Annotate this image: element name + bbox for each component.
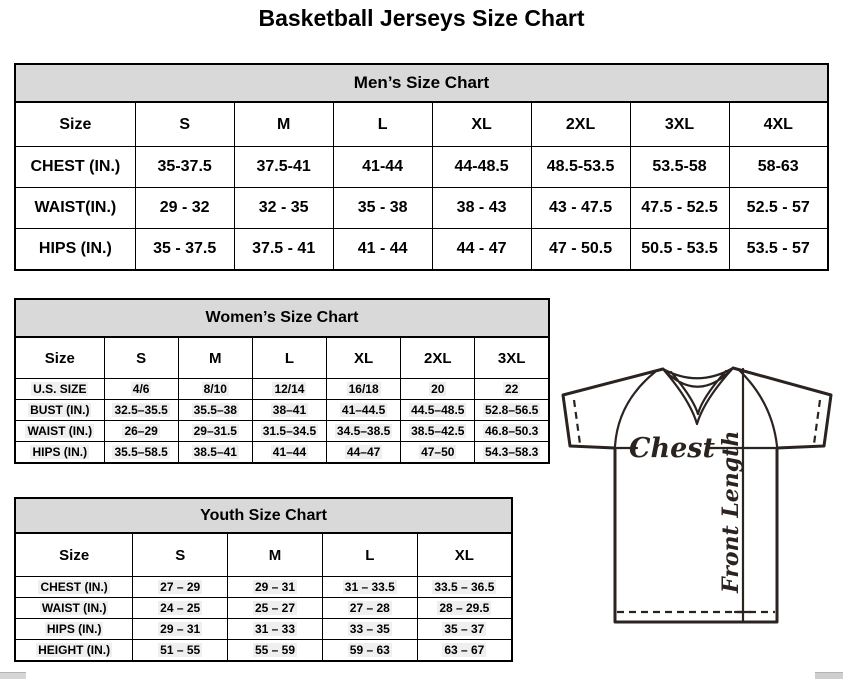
size-value-cell bbox=[178, 421, 252, 442]
jersey-collar bbox=[663, 368, 733, 424]
highlighted-text: U.S. SIZE bbox=[33, 382, 87, 396]
size-value-cell: 53.5-58 bbox=[630, 147, 729, 188]
page-title: Basketball Jerseys Size Chart bbox=[258, 5, 585, 31]
size-value-cell: 50.5 - 53.5 bbox=[630, 229, 729, 271]
chest-label: Chest bbox=[629, 433, 715, 464]
size-value-cell bbox=[252, 400, 326, 421]
highlighted-text: 28 – 29.5 bbox=[439, 601, 490, 615]
size-value-cell bbox=[401, 379, 475, 400]
table-row bbox=[15, 640, 512, 662]
highlighted-text: 55 – 59 bbox=[254, 643, 296, 657]
youth-chart-title: Youth Size Chart bbox=[14, 497, 513, 532]
highlighted-text: 31.5–34.5 bbox=[262, 424, 317, 438]
highlighted-text: 26–29 bbox=[124, 424, 158, 438]
row-label bbox=[15, 421, 104, 442]
size-value-cell: 35 - 37.5 bbox=[135, 229, 234, 271]
size-value-cell bbox=[327, 442, 401, 464]
size-value-cell bbox=[228, 577, 323, 598]
highlighted-text: 33.5 – 36.5 bbox=[434, 580, 495, 594]
table-row bbox=[15, 229, 828, 271]
highlighted-text: 54.3–58.3 bbox=[484, 445, 539, 459]
highlighted-text: 20 bbox=[431, 382, 445, 396]
column-header: 4XL bbox=[729, 102, 828, 147]
column-header: 2XL bbox=[531, 102, 630, 147]
highlighted-text: 12/14 bbox=[274, 382, 305, 396]
highlighted-text: 44.5–48.5 bbox=[411, 403, 465, 417]
size-value-cell: 35 - 38 bbox=[333, 188, 432, 229]
highlighted-text: HIPS (IN.) bbox=[32, 445, 88, 459]
size-value-cell: 37.5 - 41 bbox=[234, 229, 333, 271]
size-value-cell bbox=[401, 442, 475, 464]
highlighted-text: WAIST (IN.) bbox=[27, 424, 93, 438]
highlighted-text: BUST (IN.) bbox=[30, 403, 90, 417]
size-value-cell bbox=[475, 400, 549, 421]
column-header: L bbox=[322, 533, 417, 577]
size-header-row bbox=[15, 337, 549, 379]
row-label bbox=[15, 640, 133, 662]
highlighted-text: 4/6 bbox=[132, 382, 150, 396]
highlighted-text: 44–47 bbox=[346, 445, 381, 459]
size-value-cell bbox=[228, 640, 323, 662]
size-value-cell: 44 - 47 bbox=[432, 229, 531, 271]
highlighted-text: 38–41 bbox=[272, 403, 307, 417]
table-row bbox=[15, 379, 549, 400]
highlighted-text: 22 bbox=[504, 382, 519, 396]
table-row bbox=[15, 421, 549, 442]
size-value-cell bbox=[327, 400, 401, 421]
size-value-cell: 32 - 35 bbox=[234, 188, 333, 229]
size-value-cell: 47 - 50.5 bbox=[531, 229, 630, 271]
size-value-cell: 35-37.5 bbox=[135, 147, 234, 188]
size-header-row bbox=[15, 533, 512, 577]
size-value-cell bbox=[133, 598, 228, 619]
highlighted-text: 34.5–38.5 bbox=[336, 424, 391, 438]
size-value-cell bbox=[322, 598, 417, 619]
highlighted-text: 29 – 31 bbox=[160, 622, 201, 636]
column-header: M bbox=[228, 533, 323, 577]
mens-size-chart-section bbox=[14, 63, 829, 271]
scrollbar-fragment-left[interactable] bbox=[0, 672, 26, 679]
row-label bbox=[15, 379, 104, 400]
row-label: HIPS (IN.) bbox=[15, 229, 135, 271]
highlighted-text: 31 – 33 bbox=[254, 622, 296, 636]
row-label: WAIST(IN.) bbox=[15, 188, 135, 229]
womens-size-chart-section bbox=[14, 298, 550, 464]
row-label bbox=[15, 577, 133, 598]
size-value-cell bbox=[104, 400, 178, 421]
highlighted-text: 52.8–56.5 bbox=[484, 403, 539, 417]
row-label bbox=[15, 400, 104, 421]
highlighted-text: 46.8–50.3 bbox=[484, 424, 539, 438]
size-value-cell: 52.5 - 57 bbox=[729, 188, 828, 229]
highlighted-text: 35 – 37 bbox=[444, 622, 485, 636]
column-header: S bbox=[104, 337, 178, 379]
table-row bbox=[15, 442, 549, 464]
size-value-cell bbox=[417, 577, 512, 598]
size-value-cell bbox=[327, 379, 401, 400]
size-value-cell bbox=[133, 619, 228, 640]
highlighted-text: 59 – 63 bbox=[349, 643, 390, 657]
size-value-cell bbox=[133, 577, 228, 598]
column-header: XL bbox=[327, 337, 401, 379]
table-row bbox=[15, 147, 828, 188]
size-value-cell: 44-48.5 bbox=[432, 147, 531, 188]
size-value-cell bbox=[327, 421, 401, 442]
highlighted-text: 41–44 bbox=[272, 445, 307, 459]
womens-chart-title: Women’s Size Chart bbox=[14, 298, 550, 336]
size-value-cell: 43 - 47.5 bbox=[531, 188, 630, 229]
size-value-cell bbox=[475, 442, 549, 464]
size-value-cell bbox=[178, 400, 252, 421]
size-value-cell bbox=[475, 379, 549, 400]
highlighted-text: 51 – 55 bbox=[160, 643, 201, 657]
size-value-cell bbox=[252, 421, 326, 442]
table-row bbox=[15, 619, 512, 640]
front-length-label: Front Length bbox=[718, 430, 744, 593]
highlighted-text: 35.5–38 bbox=[193, 403, 237, 417]
size-value-cell bbox=[104, 379, 178, 400]
womens-size-table bbox=[14, 336, 550, 464]
size-value-cell: 47.5 - 52.5 bbox=[630, 188, 729, 229]
mens-size-table bbox=[14, 101, 829, 271]
column-header: L bbox=[252, 337, 326, 379]
column-header: XL bbox=[417, 533, 512, 577]
size-value-cell bbox=[104, 421, 178, 442]
highlighted-text: 38.5–41 bbox=[193, 445, 237, 459]
column-header: Size bbox=[15, 102, 135, 147]
size-value-cell bbox=[228, 598, 323, 619]
size-value-cell bbox=[252, 379, 326, 400]
column-header: 2XL bbox=[401, 337, 475, 379]
highlighted-text: 41–44.5 bbox=[341, 403, 386, 417]
size-value-cell bbox=[417, 598, 512, 619]
column-header: S bbox=[135, 102, 234, 147]
size-value-cell bbox=[252, 442, 326, 464]
youth-size-chart-section bbox=[14, 497, 513, 662]
table-row bbox=[15, 400, 549, 421]
size-value-cell bbox=[178, 379, 252, 400]
column-header: Size bbox=[15, 533, 133, 577]
row-label bbox=[15, 619, 133, 640]
row-label bbox=[15, 442, 104, 464]
mens-chart-title: Men’s Size Chart bbox=[14, 63, 829, 101]
column-header: M bbox=[234, 102, 333, 147]
highlighted-text: 32.5–35.5 bbox=[114, 403, 168, 417]
column-header: L bbox=[333, 102, 432, 147]
highlighted-text: 25 – 27 bbox=[254, 601, 296, 615]
highlighted-text: 27 – 28 bbox=[349, 601, 390, 615]
highlighted-text: 16/18 bbox=[348, 382, 379, 396]
size-value-cell: 41-44 bbox=[333, 147, 432, 188]
size-value-cell bbox=[401, 400, 475, 421]
column-header: 3XL bbox=[475, 337, 549, 379]
size-value-cell bbox=[475, 421, 549, 442]
size-value-cell bbox=[417, 619, 512, 640]
table-row bbox=[15, 577, 512, 598]
row-label bbox=[15, 598, 133, 619]
highlighted-text: 8/10 bbox=[203, 382, 227, 396]
highlighted-text: 31 – 33.5 bbox=[344, 580, 395, 594]
jersey-measurement-diagram bbox=[552, 360, 840, 628]
highlighted-text: 24 – 25 bbox=[160, 601, 201, 615]
size-value-cell: 38 - 43 bbox=[432, 188, 531, 229]
highlighted-text: WAIST (IN.) bbox=[41, 601, 107, 615]
column-header: 3XL bbox=[630, 102, 729, 147]
highlighted-text: 35.5–58.5 bbox=[114, 445, 168, 459]
column-header: S bbox=[133, 533, 228, 577]
highlighted-text: 27 – 29 bbox=[160, 580, 201, 594]
row-label: CHEST (IN.) bbox=[15, 147, 135, 188]
size-value-cell bbox=[322, 619, 417, 640]
size-value-cell bbox=[322, 577, 417, 598]
size-value-cell bbox=[104, 442, 178, 464]
highlighted-text: 29 – 31 bbox=[254, 580, 296, 594]
highlighted-text: 38.5–42.5 bbox=[411, 424, 465, 438]
table-row bbox=[15, 188, 828, 229]
highlighted-text: 29–31.5 bbox=[193, 424, 237, 438]
size-value-cell: 53.5 - 57 bbox=[729, 229, 828, 271]
size-value-cell bbox=[133, 640, 228, 662]
highlighted-text: CHEST (IN.) bbox=[40, 580, 108, 594]
column-header: Size bbox=[15, 337, 104, 379]
highlighted-text: 33 – 35 bbox=[349, 622, 390, 636]
size-value-cell bbox=[178, 442, 252, 464]
size-value-cell bbox=[401, 421, 475, 442]
size-value-cell bbox=[322, 640, 417, 662]
size-value-cell: 37.5-41 bbox=[234, 147, 333, 188]
size-header-row bbox=[15, 102, 828, 147]
scrollbar-fragment-right[interactable] bbox=[815, 672, 843, 679]
size-value-cell bbox=[417, 640, 512, 662]
jersey-outline bbox=[563, 368, 831, 622]
youth-size-table bbox=[14, 532, 513, 662]
highlighted-text: 63 – 67 bbox=[444, 643, 485, 657]
size-value-cell: 58-63 bbox=[729, 147, 828, 188]
highlighted-text: HEIGHT (IN.) bbox=[38, 643, 111, 657]
size-value-cell: 41 - 44 bbox=[333, 229, 432, 271]
highlighted-text: HIPS (IN.) bbox=[46, 622, 102, 636]
size-value-cell: 29 - 32 bbox=[135, 188, 234, 229]
table-row bbox=[15, 598, 512, 619]
size-value-cell: 48.5-53.5 bbox=[531, 147, 630, 188]
column-header: M bbox=[178, 337, 252, 379]
column-header: XL bbox=[432, 102, 531, 147]
highlighted-text: 47–50 bbox=[421, 445, 455, 459]
size-value-cell bbox=[228, 619, 323, 640]
